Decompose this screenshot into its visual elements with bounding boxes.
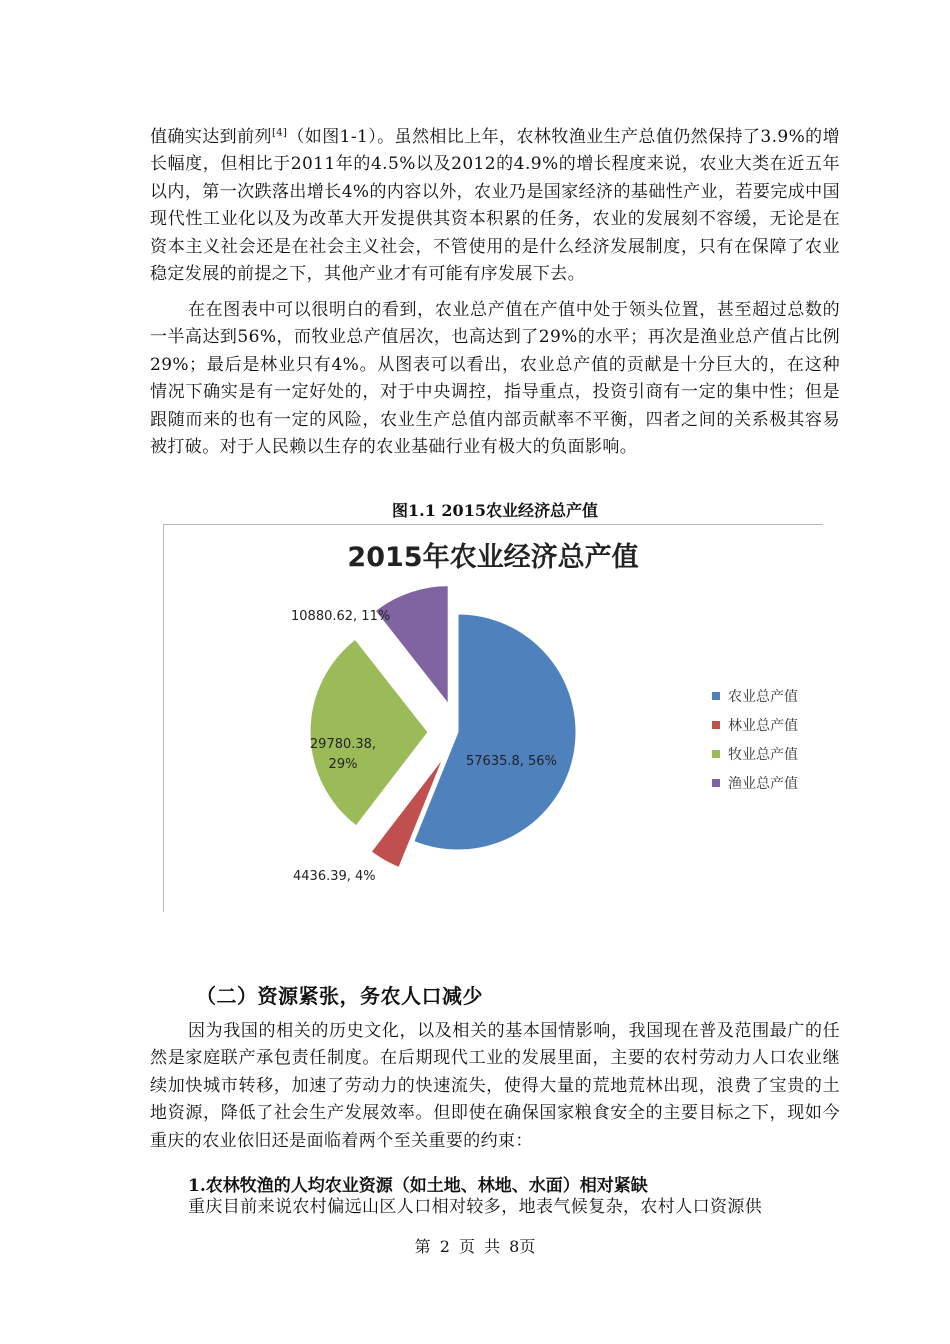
legend-label-3: 牧业总产值 (728, 747, 798, 763)
data-label-agriculture: 57635.8, 56% (466, 754, 557, 769)
page-footer: 第 2 页 共 8页 (414, 1237, 536, 1256)
pie-chart (163, 524, 823, 912)
pie-slice-3 (310, 639, 428, 825)
legend-label-1: 农业总产值 (728, 689, 798, 705)
legend-label-4: 渔业总产值 (728, 776, 798, 792)
paragraph-2: 在在图表中可以很明白的看到，农业总产值在产值中处于领头位置，甚至超过总数的一半高达到56%，而牧业总产值居次，也高达到了29%的水平；再次是渔业总产值占比例29%；最后是林业只有4%。从图表可以看出，农业总产值的贡献是十分巨大的，在这种情况下确实是有一定好处的，对于中央调控，指导重点，投资引商有一定的集中性；但是跟随而来的也有一定的风险，农业生产总值内部贡献率不平衡，四者之间的关系极其容易被打破。对于人民赖以生存的农业基础行业有极大的负面影响。 (150, 300, 840, 458)
legend-swatch-4 (712, 779, 720, 787)
data-label-forestry: 4436.39, 4% (293, 869, 376, 884)
subsection-heading: 1.农林牧渔的人均农业资源（如土地、林地、水面）相对紧缺 (188, 1176, 648, 1196)
chart-title: 2015年农业经济总产值 (347, 542, 639, 573)
paragraph-3: 因为我国的相关的历史文化，以及相关的基本国情影响，我国现在普及范围最广的任然是家庭联产承包责任制度。在后期现代工业的发展里面，主要的农村劳动力人口农业继续加快城市转移，加速了劳动力的快速流失，使得大量的荒地荒林出现，浪费了宝贵的土地资源，降低了社会生产发展效率。但即使在确保国家粮食安全的主要目标之下，现如今重庆的农业依旧还是面临着两个至关重要的约束： (150, 1021, 840, 1151)
legend-swatch-2 (712, 721, 720, 729)
data-label-fishery: 10880.62, 11% (291, 609, 391, 624)
reference-mark: [4] (271, 127, 288, 139)
paragraph-1 (150, 124, 840, 288)
legend-swatch-3 (712, 750, 720, 758)
legend-swatch-1 (712, 692, 720, 700)
legend-label-2: 林业总产值 (728, 718, 798, 734)
data-label-husbandry-value: 29780.38, (309, 737, 377, 752)
figure-caption: 图1.1 2015农业经济总产值 (392, 501, 598, 520)
paragraph-1-text-b: （如图1-1）。虽然相比上年，农林牧渔业生产总值仍然保持了3.9%的增长幅度，但相比于2011年的4.5%以及2012的4.9%的增长程度来说，农业大类在近五年以内，第一次跌落出增长4%的内容以外，农业乃是国家经济的基础性产业，若要完成中国现代性工业化以及为改革大开发提供其资本积累的任务，农业的发展刻不容缓，无论是在资本主义社会还是在社会主义社会，不管使用的是什么经济发展制度，只有在保障了农业稳定发展的前提之下，其他产业才有可能有序发展下去。 (150, 127, 840, 285)
paragraph-1-text-a: 值确实达到前列 (150, 127, 272, 147)
section-heading: （二）资源紧张，务农人口减少 (196, 984, 483, 1008)
data-label-husbandry-percent: 29% (328, 757, 358, 772)
paragraph-4: 重庆目前来说农村偏远山区人口相对较多，地表气候复杂，农村人口资源供 (188, 1197, 763, 1217)
